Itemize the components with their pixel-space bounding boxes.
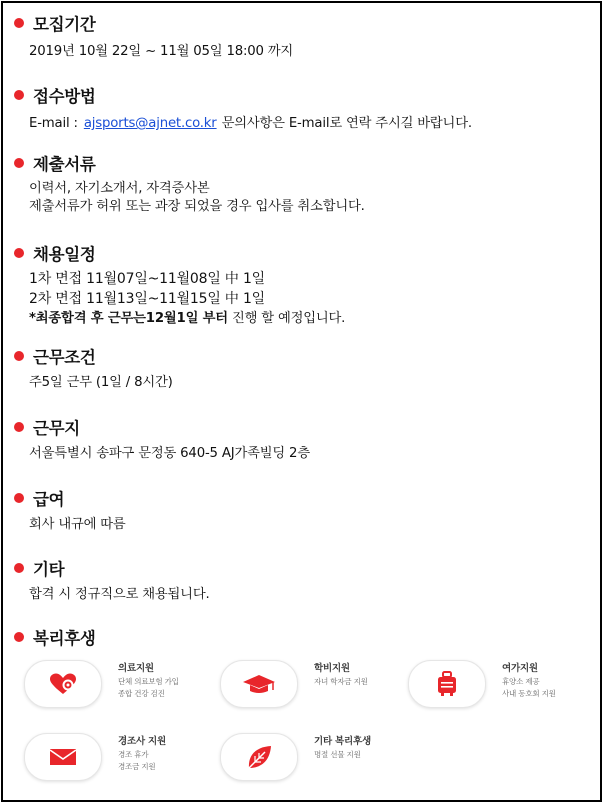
section-location bbox=[14, 416, 310, 463]
benefit-leisure bbox=[408, 660, 556, 708]
schedule-line: 1차 면접 11월07일~11월08일 中 1일 bbox=[29, 271, 265, 287]
section-documents bbox=[14, 152, 365, 216]
leaf-icon bbox=[245, 744, 273, 770]
section-title: 급여 bbox=[33, 490, 65, 509]
section-title: 기타 bbox=[33, 560, 65, 579]
section-title: 근무조건 bbox=[33, 348, 96, 367]
benefit-desc: 경조금 지원 bbox=[118, 762, 156, 771]
section-conditions bbox=[14, 345, 173, 392]
envelope-icon bbox=[49, 747, 77, 767]
email-link[interactable]: ajsports@ajnet.co.kr bbox=[83, 116, 217, 131]
recruit-period-text: 2019년 10월 22일 ~ 11월 05일 18:00 까지 bbox=[29, 44, 294, 59]
bullet-dot-icon bbox=[14, 90, 24, 100]
benefit-text bbox=[118, 660, 179, 708]
etc-text: 합격 시 정규직으로 채용됩니다. bbox=[29, 587, 210, 602]
benefit-text bbox=[314, 733, 371, 781]
benefit-icon-circle bbox=[220, 660, 298, 708]
schedule-note-bold: *최종합격 후 근무는12월1일 부터 bbox=[29, 311, 228, 326]
benefit-text bbox=[314, 660, 368, 708]
bullet-dot-icon bbox=[14, 422, 24, 432]
schedule-note-rest: 진행 할 예정입니다. bbox=[227, 311, 346, 326]
benefit-title: 여가지원 bbox=[502, 663, 538, 674]
heart-medical-icon bbox=[49, 673, 77, 695]
benefit-tuition bbox=[220, 660, 368, 708]
benefit-icon-circle bbox=[408, 660, 486, 708]
benefit-title: 기타 복리후생 bbox=[314, 736, 371, 747]
bullet-dot-icon bbox=[14, 18, 24, 28]
bullet-dot-icon bbox=[14, 563, 24, 573]
salary-text: 회사 내규에 따름 bbox=[29, 517, 126, 532]
benefit-desc: 명절 선물 지원 bbox=[314, 750, 361, 759]
section-title: 제출서류 bbox=[33, 155, 96, 174]
benefit-desc: 휴양소 제공 bbox=[502, 677, 540, 686]
benefit-title: 경조사 지원 bbox=[118, 736, 166, 747]
benefit-desc: 종합 건강 검진 bbox=[118, 689, 165, 698]
benefit-desc: 자녀 학자금 지원 bbox=[314, 677, 368, 686]
benefit-title: 의료지원 bbox=[118, 663, 154, 674]
graduation-cap-icon bbox=[242, 673, 276, 695]
conditions-text: 주5일 근무 (1일 / 8시간) bbox=[29, 375, 173, 390]
section-title: 접수방법 bbox=[33, 87, 96, 106]
benefit-other bbox=[220, 733, 371, 781]
bullet-dot-icon bbox=[14, 493, 24, 503]
benefit-desc: 경조 휴가 bbox=[118, 750, 149, 759]
benefit-icon-circle bbox=[24, 733, 102, 781]
benefit-desc: 단체 의료보험 가입 bbox=[118, 677, 179, 686]
section-welfare bbox=[14, 626, 96, 648]
email-suffix: 문의사항은 E-mail로 연락 주시길 바랍니다. bbox=[221, 116, 472, 131]
section-title: 복리후생 bbox=[33, 629, 96, 648]
section-recruit-period bbox=[14, 12, 293, 61]
documents-line: 제출서류가 허위 또는 과장 되었을 경우 입사를 취소합니다. bbox=[29, 199, 365, 214]
benefit-icon-circle bbox=[24, 660, 102, 708]
section-salary bbox=[14, 487, 126, 534]
benefit-family-events bbox=[24, 733, 166, 781]
section-title: 채용일정 bbox=[33, 245, 96, 264]
bullet-dot-icon bbox=[14, 632, 24, 642]
bullet-dot-icon bbox=[14, 158, 24, 168]
luggage-icon bbox=[436, 671, 458, 697]
documents-line: 이력서, 자기소개서, 자격증사본 bbox=[29, 181, 210, 196]
bullet-dot-icon bbox=[14, 248, 24, 258]
benefit-text bbox=[502, 660, 556, 708]
section-schedule bbox=[14, 242, 345, 329]
benefit-title: 학비지원 bbox=[314, 663, 350, 674]
section-title: 근무지 bbox=[33, 419, 80, 438]
apply-method-text bbox=[29, 115, 472, 133]
benefit-desc: 사내 동호회 지원 bbox=[502, 689, 556, 698]
email-prefix: E-mail : bbox=[29, 116, 82, 131]
benefit-medical bbox=[24, 660, 179, 708]
benefit-icon-circle bbox=[220, 733, 298, 781]
location-text: 서울특별시 송파구 문정동 640-5 AJ가족빌딩 2층 bbox=[29, 446, 310, 461]
section-title: 모집기간 bbox=[33, 15, 96, 34]
schedule-line: 2차 면접 11월13일~11월15일 中 1일 bbox=[29, 291, 265, 307]
benefit-text bbox=[118, 733, 166, 781]
section-apply-method bbox=[14, 84, 472, 133]
section-etc bbox=[14, 557, 210, 604]
schedule-note bbox=[29, 309, 345, 329]
bullet-dot-icon bbox=[14, 351, 24, 361]
